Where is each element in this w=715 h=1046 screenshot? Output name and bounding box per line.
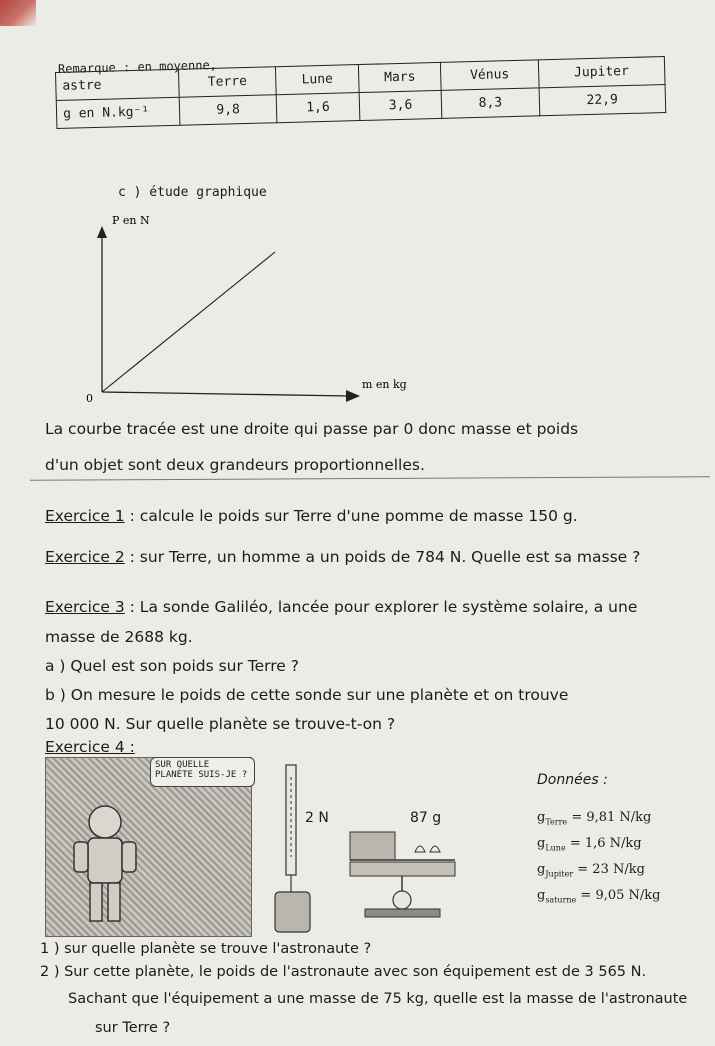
donnee-value: = 1,6 N/kg bbox=[569, 836, 642, 851]
y-axis-arrow bbox=[97, 226, 107, 238]
exercise-2 bbox=[45, 548, 640, 566]
exercise-4-title bbox=[45, 738, 135, 756]
table-cell: 22,9 bbox=[539, 85, 666, 116]
donnee-saturne bbox=[537, 888, 660, 905]
exercise-4-title-text: Exercice 4 : bbox=[45, 738, 135, 756]
exercise-1-text: : calcule le poids sur Terre d'une pomme de masse 150 g. bbox=[124, 507, 578, 525]
conclusion-line-2: d'un objet sont deux grandeurs proportionnelles. bbox=[45, 456, 425, 474]
table-cell: Jupiter bbox=[538, 57, 665, 88]
donnee-value: = 9,05 N/kg bbox=[580, 888, 661, 903]
donnee-subscript: Terre bbox=[545, 817, 568, 827]
table-cell: 1,6 bbox=[276, 93, 359, 123]
proportional-line bbox=[102, 252, 275, 392]
question-2: 2 ) Sur cette planète, le poids de l'astronaute avec son équipement est de 3 565 N. bbox=[40, 964, 647, 980]
proportionality-graph bbox=[80, 212, 430, 412]
exercise-1-title: Exercice 1 bbox=[45, 507, 125, 525]
table-cell: Terre bbox=[178, 67, 276, 98]
donnees-title: Données : bbox=[537, 772, 608, 788]
donnee-jupiter bbox=[537, 862, 645, 879]
speech-bubble-line-1: SUR QUELLE bbox=[155, 760, 210, 770]
x-axis-arrow bbox=[346, 390, 360, 402]
exercise-3-question-b: b ) On mesure le poids de cette sonde sur une planète et on trouve bbox=[45, 686, 569, 704]
speech-bubble bbox=[150, 757, 255, 787]
y-axis-label: P en N bbox=[112, 214, 150, 227]
donnee-subscript: Lune bbox=[545, 843, 566, 853]
table-cell: Lune bbox=[276, 65, 359, 95]
question-2-end: sur Terre ? bbox=[95, 1020, 171, 1036]
balance-label: 87 g bbox=[410, 810, 442, 826]
section-c-title: c ) étude graphique bbox=[118, 185, 267, 200]
table-cell: 8,3 bbox=[441, 88, 539, 119]
exercise-3 bbox=[45, 598, 637, 616]
exercise-3-title: Exercice 3 bbox=[45, 598, 125, 616]
table-cell: Mars bbox=[358, 62, 441, 92]
question-1: 1 ) sur quelle planète se trouve l'astronaute ? bbox=[40, 941, 372, 957]
donnee-value: = 9,81 N/kg bbox=[571, 810, 652, 825]
donnee-symbol: g bbox=[537, 836, 546, 851]
x-axis-label: m en kg bbox=[362, 378, 407, 391]
exercise-1 bbox=[45, 507, 578, 525]
dynamometer-label: 2 N bbox=[305, 810, 329, 826]
donnee-symbol: g bbox=[537, 862, 546, 877]
table-cell: 3,6 bbox=[359, 90, 442, 120]
table-cell: Vénus bbox=[441, 60, 539, 91]
donnee-symbol: g bbox=[537, 888, 546, 903]
exercise-3-question-a: a ) Quel est son poids sur Terre ? bbox=[45, 657, 299, 675]
divider bbox=[30, 476, 710, 481]
exercise-2-text: : sur Terre, un homme a un poids de 784 N. Quelle est sa masse ? bbox=[124, 548, 641, 566]
origin-label: 0 bbox=[86, 392, 93, 405]
balance-illustration bbox=[345, 812, 460, 920]
exercise-3-question-b-cont: 10 000 N. Sur quelle planète se trouve-t-on ? bbox=[45, 715, 396, 733]
donnee-subscript: saturne bbox=[545, 895, 577, 905]
corner-stain bbox=[0, 0, 36, 26]
donnee-subscript: Jupiter bbox=[545, 869, 574, 879]
remark-text: Remarque : en moyenne, bbox=[57, 57, 218, 77]
table-cell: astre bbox=[56, 69, 180, 100]
x-axis bbox=[102, 392, 350, 396]
donnee-terre bbox=[537, 810, 651, 827]
question-2-cont: Sachant que l'équipement a une masse de 75 kg, quelle est la masse de l'astronaute bbox=[68, 991, 688, 1007]
donnee-value: = 23 N/kg bbox=[577, 862, 645, 877]
speech-bubble-line-2: PLANÈTE SUIS-JE ? bbox=[155, 770, 248, 780]
dynamometer-illustration bbox=[270, 757, 330, 937]
exercise-3-text: : La sonde Galiléo, lancée pour explorer le système solaire, a une bbox=[124, 598, 638, 616]
conclusion-line-1: La courbe tracée est une droite qui passe par 0 donc masse et poids bbox=[45, 420, 579, 438]
table-cell: 9,8 bbox=[179, 95, 277, 126]
astronaut-illustration bbox=[70, 800, 140, 925]
exercise-3-line-2: masse de 2688 kg. bbox=[45, 628, 193, 646]
donnee-symbol: g bbox=[537, 810, 546, 825]
exercise-2-title: Exercice 2 bbox=[45, 548, 125, 566]
donnee-lune bbox=[537, 836, 642, 853]
table-cell: g en N.kg⁻¹ bbox=[56, 97, 180, 128]
